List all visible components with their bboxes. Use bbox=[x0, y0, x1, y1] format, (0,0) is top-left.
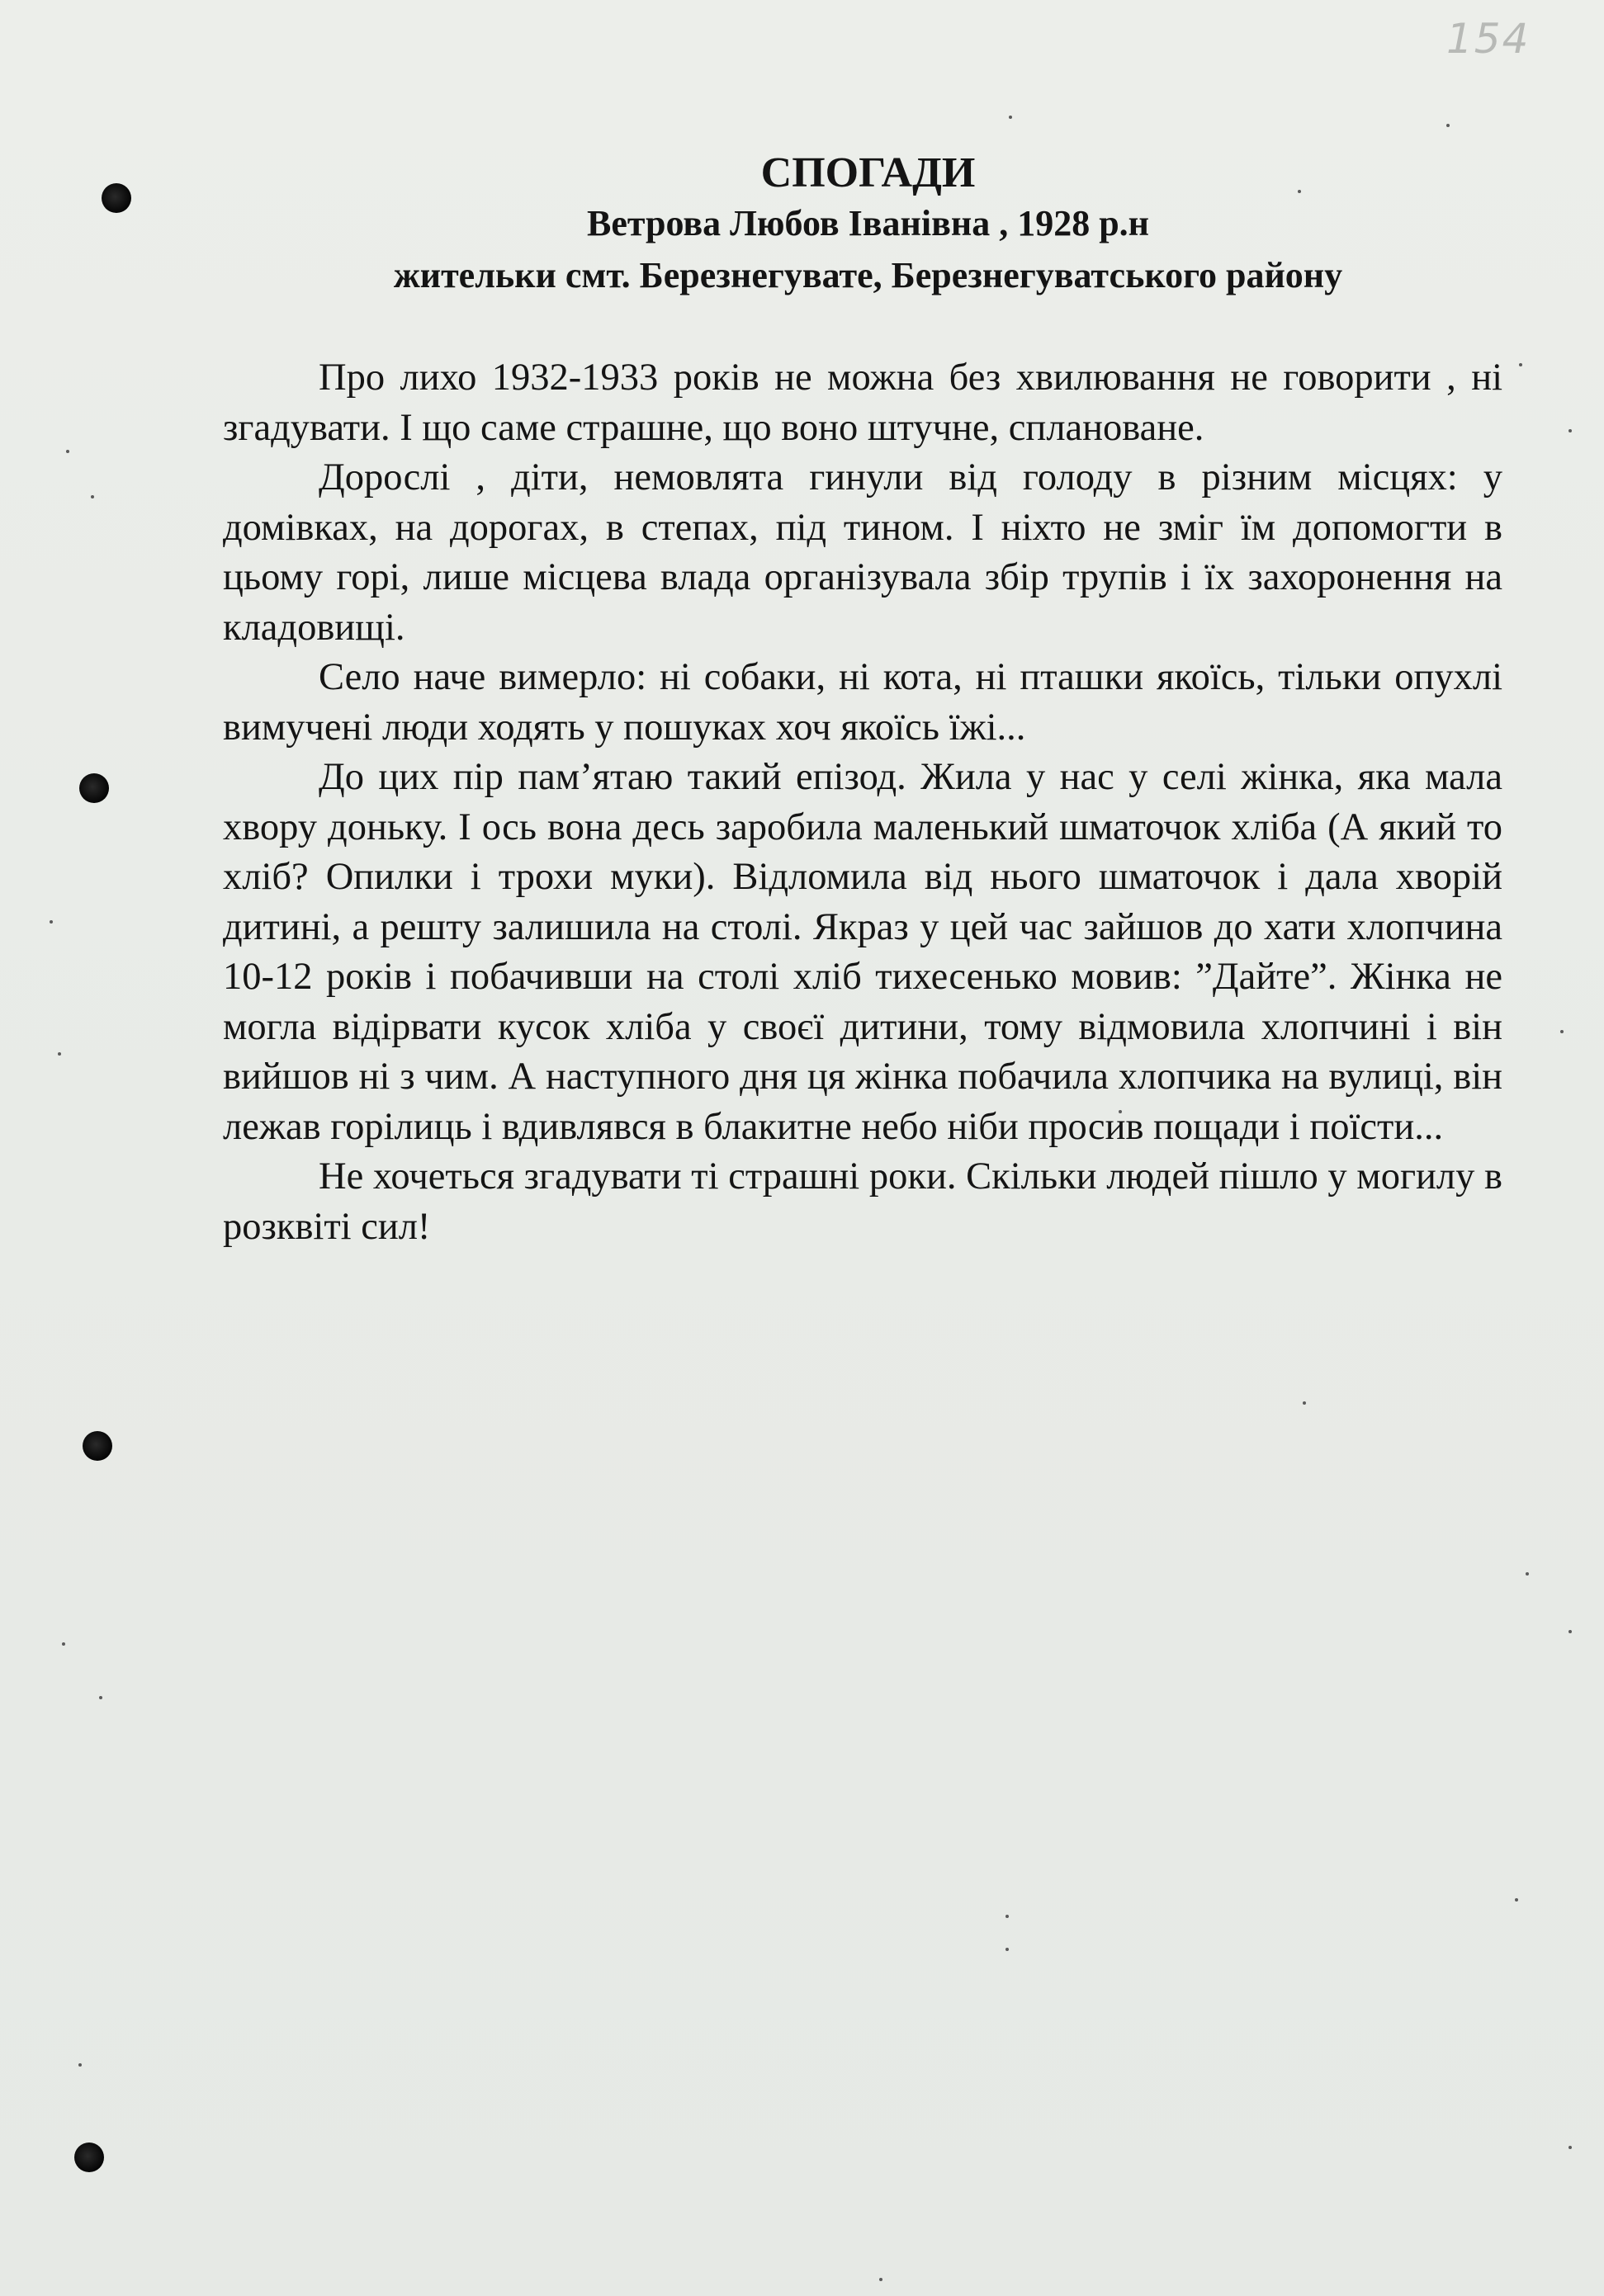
speck bbox=[99, 1696, 102, 1699]
speck bbox=[1009, 116, 1012, 119]
document-title: СПОГАДИ bbox=[760, 149, 976, 196]
paragraph-2: Дорослі , діти, немовлята гинули від голоду в різним місцях: у домівках, на дорогах, в степах, під тином. І ніхто не зміг їм допомогти в цьому горі, лише місцева влада організувала збір трупів і їх захоронення на кладовищі. bbox=[223, 456, 1502, 649]
handwritten-page-number: 154 bbox=[1446, 15, 1531, 63]
author-name: Ветрова Любов Іванівна , 1928 р.н bbox=[586, 203, 1150, 243]
speck bbox=[1526, 1572, 1529, 1576]
speck bbox=[1519, 363, 1522, 366]
paragraph-4: До цих пір пам’ятаю такий епізод. Жила у нас у селі жінка, яка мала хвору доньку. І ось вона десь заробила маленький шматочок хліба (А який то хліб? Опилки і трохи муки). Відломила від нього шматочок і дала хворій дитині, а решту залишила на столі. Якраз у цей час зайшов до хати хлопчина 10-12 років і побачивши на столі хліб тихесенько мовив: ”Дайте”. Жінка не могла відірвати кусок хліба у своєї дитини, тому відмовила хлопчині і він вийшов ні з чим. А наступного дня ця жінка побачила хлопчика на вулиці, він лежав горілиць і вдивлявся в блакитне небо ніби просив пощади і поїсти... bbox=[223, 756, 1502, 1148]
speck bbox=[1005, 1915, 1009, 1918]
paragraph-3: Село наче вимерло: ні собаки, ні кота, ні пташки якоїсь, тільки опухлі вимучені люди ходять у пошуках хоч якоїсь їжі... bbox=[223, 656, 1502, 749]
speck bbox=[66, 450, 69, 453]
memoir-body bbox=[223, 353, 1502, 1252]
punch-hole-2 bbox=[79, 773, 109, 803]
speck bbox=[50, 920, 53, 924]
speck bbox=[91, 495, 94, 498]
punch-hole-4 bbox=[74, 2142, 104, 2172]
speck bbox=[1303, 1401, 1306, 1405]
speck bbox=[1569, 1630, 1572, 1633]
speck bbox=[58, 1052, 61, 1056]
paragraph-1: Про лихо 1932-1933 років не можна без хвилювання не говорити , ні згадувати. І що саме страшне, що воно штучне, сплановане. bbox=[223, 357, 1502, 449]
speck bbox=[879, 2278, 882, 2281]
speck bbox=[1560, 1030, 1564, 1033]
speck bbox=[1005, 1948, 1009, 1951]
speck bbox=[1569, 2146, 1572, 2149]
speck bbox=[1446, 124, 1450, 127]
speck bbox=[62, 1642, 65, 1646]
speck bbox=[78, 2063, 82, 2067]
speck bbox=[1569, 429, 1572, 432]
speck bbox=[1515, 1898, 1518, 1902]
paragraph-5: Не хочеться згадувати ті страшні роки. Скільки людей пішло у могилу в розквіті сил! bbox=[223, 1155, 1502, 1248]
author-residence: жительки смт. Березнегувате, Березнегуватського району bbox=[393, 255, 1343, 295]
punch-hole-3 bbox=[83, 1431, 112, 1461]
